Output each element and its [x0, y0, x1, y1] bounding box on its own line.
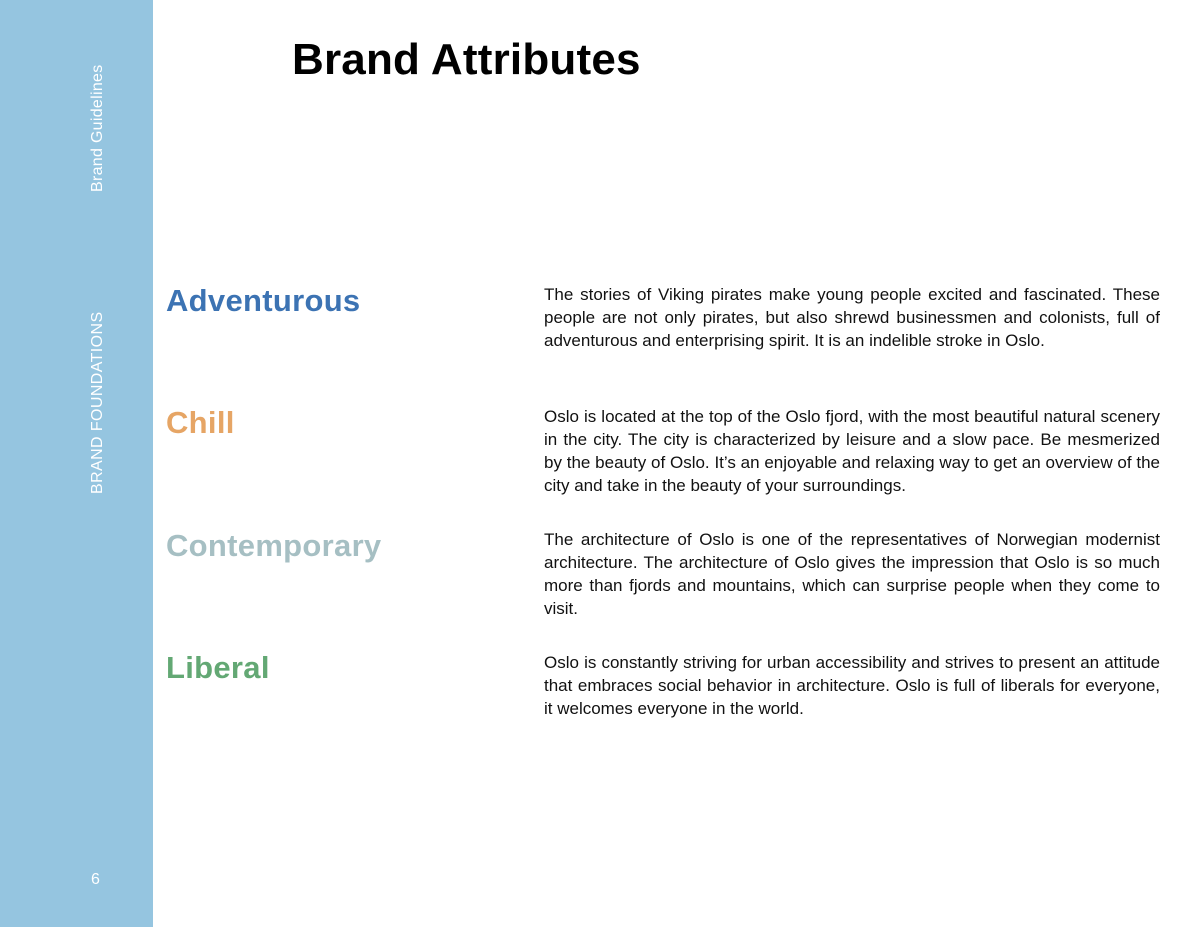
sidebar	[0, 0, 153, 927]
attribute-description-liberal: Oslo is constantly striving for urban accessibility and strives to present an attitude that embraces social behavior in architecture. Oslo is full of liberals for everyone, it welcomes everyone in the world.	[544, 653, 1160, 718]
attribute-name-contemporary: Contemporary	[166, 528, 382, 563]
attribute-description-contemporary: The architecture of Oslo is one of the representatives of Norwegian modernist architecture. The architecture of Oslo gives the impression that Oslo is so much more than fjords and mountains, which can surprise people when they come to visit.	[544, 530, 1160, 618]
section-label: Brand Guidelines	[89, 64, 106, 192]
attribute-name-adventurous: Adventurous	[166, 283, 361, 318]
attribute-description-chill: Oslo is located at the top of the Oslo fjord, with the most beautiful natural scenery in the city. The city is characterized by leisure and a slow pace. Be mesmerized by the beauty of Oslo. It’s an enjoyable and relaxing way to get an overview of the city and take in the beauty of your surroundings.	[544, 407, 1160, 495]
chapter-label: BRAND FOUNDATIONS	[89, 311, 106, 494]
page-title: Brand Attributes	[292, 35, 641, 84]
attribute-name-liberal: Liberal	[166, 650, 270, 685]
page-number: 6	[91, 871, 100, 888]
attribute-name-chill: Chill	[166, 405, 235, 440]
attribute-description-adventurous: The stories of Viking pirates make young people excited and fascinated. These people are not only pirates, but also shrewd businessmen and colonists, full of adventurous and enterprising spirit. It is an indelible stroke in Oslo.	[544, 285, 1160, 350]
